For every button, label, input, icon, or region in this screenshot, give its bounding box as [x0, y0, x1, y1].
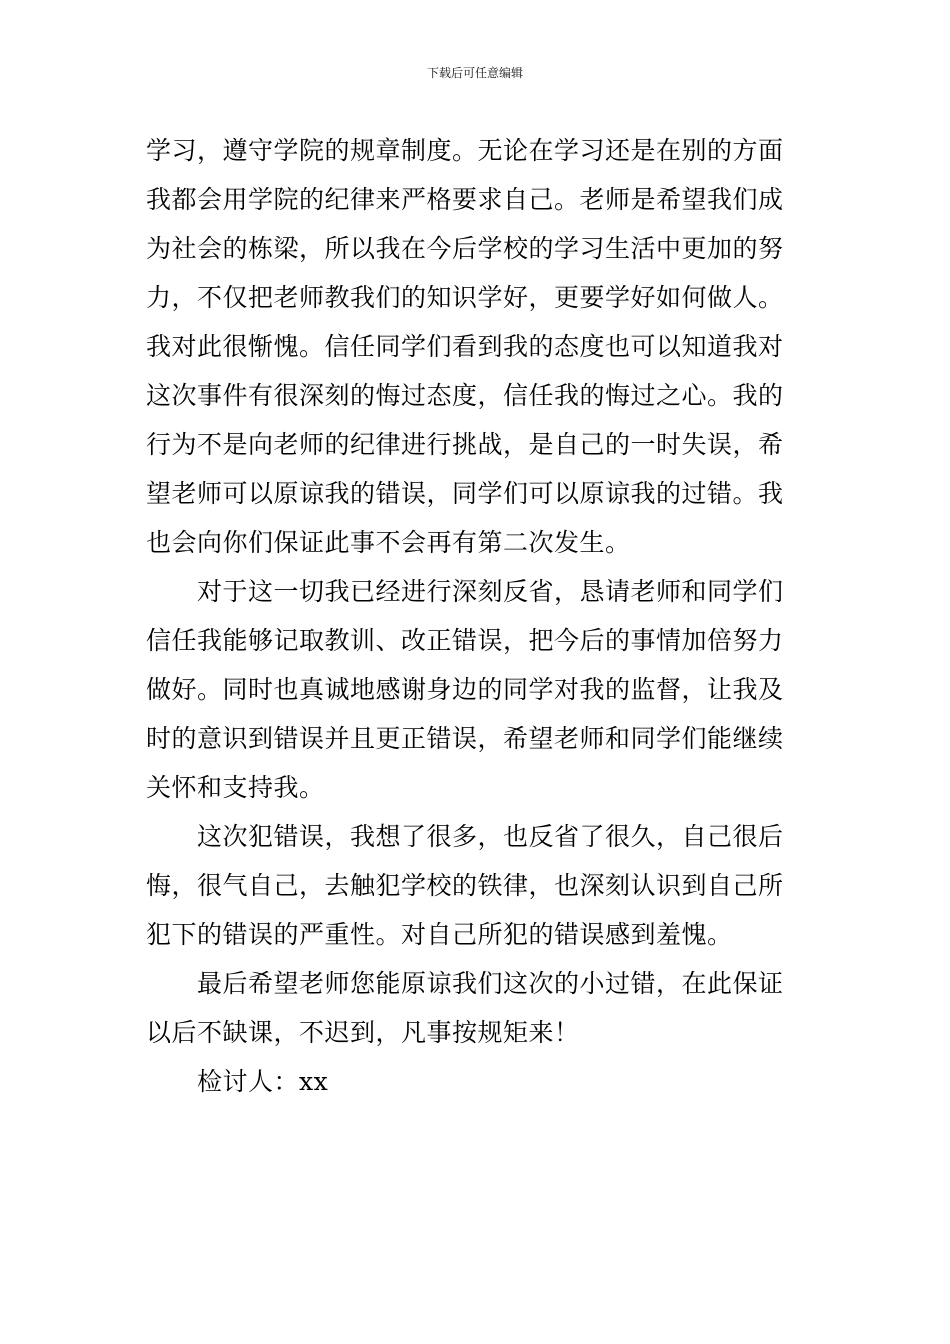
text-line-4: 力，不仅把老师教我们的知识学好，更要学好如何做人。 — [146, 283, 784, 312]
text-line-1: 学习，遵守学院的规章制度。无论在学习还是在别的方面 — [146, 136, 784, 165]
text-line-13: 时的意识到错误并且更正错误，希望老师和同学们能继续 — [146, 724, 784, 753]
signature-line: 检讨人：xx — [197, 1067, 329, 1096]
text-line-11: 信任我能够记取教训、改正错误，把今后的事情加倍努力 — [146, 626, 784, 655]
header-note: 下载后可任意编辑 — [426, 66, 523, 80]
text-line-7: 行为不是向老师的纪律进行挑战，是自己的一时失误，希 — [146, 430, 784, 459]
text-line-3: 为社会的栋梁，所以我在今后学校的学习生活中更加的努 — [146, 234, 784, 263]
text-line-5: 我对此很惭愧。信任同学们看到我的态度也可以知道我对 — [146, 332, 784, 361]
document-body — [146, 126, 806, 1106]
text-line-18: 最后希望老师您能原谅我们这次的小过错，在此保证 — [197, 969, 784, 998]
text-line-8: 望老师可以原谅我的错误，同学们可以原谅我的过错。我 — [146, 479, 784, 508]
text-line-9: 也会向你们保证此事不会再有第二次发生。 — [146, 528, 631, 557]
text-line-2: 我都会用学院的纪律来严格要求自己。老师是希望我们成 — [146, 185, 784, 214]
text-line-12: 做好。同时也真诚地感谢身边的同学对我的监督，让我及 — [146, 675, 784, 704]
text-line-17: 犯下的错误的严重性。对自己所犯的错误感到羞愧。 — [146, 920, 733, 949]
text-line-6: 这次事件有很深刻的悔过态度，信任我的悔过之心。我的 — [146, 381, 784, 410]
text-line-19: 以后不缺课，不迟到，凡事按规矩来！ — [146, 1018, 580, 1047]
text-line-16: 悔，很气自己，去触犯学校的铁律，也深刻认识到自己所 — [146, 871, 784, 900]
text-line-14: 关怀和支持我。 — [146, 773, 325, 802]
text-line-15: 这次犯错误，我想了很多，也反省了很久，自己很后 — [197, 822, 784, 851]
text-line-10: 对于这一切我已经进行深刻反省，恳请老师和同学们 — [197, 577, 784, 606]
